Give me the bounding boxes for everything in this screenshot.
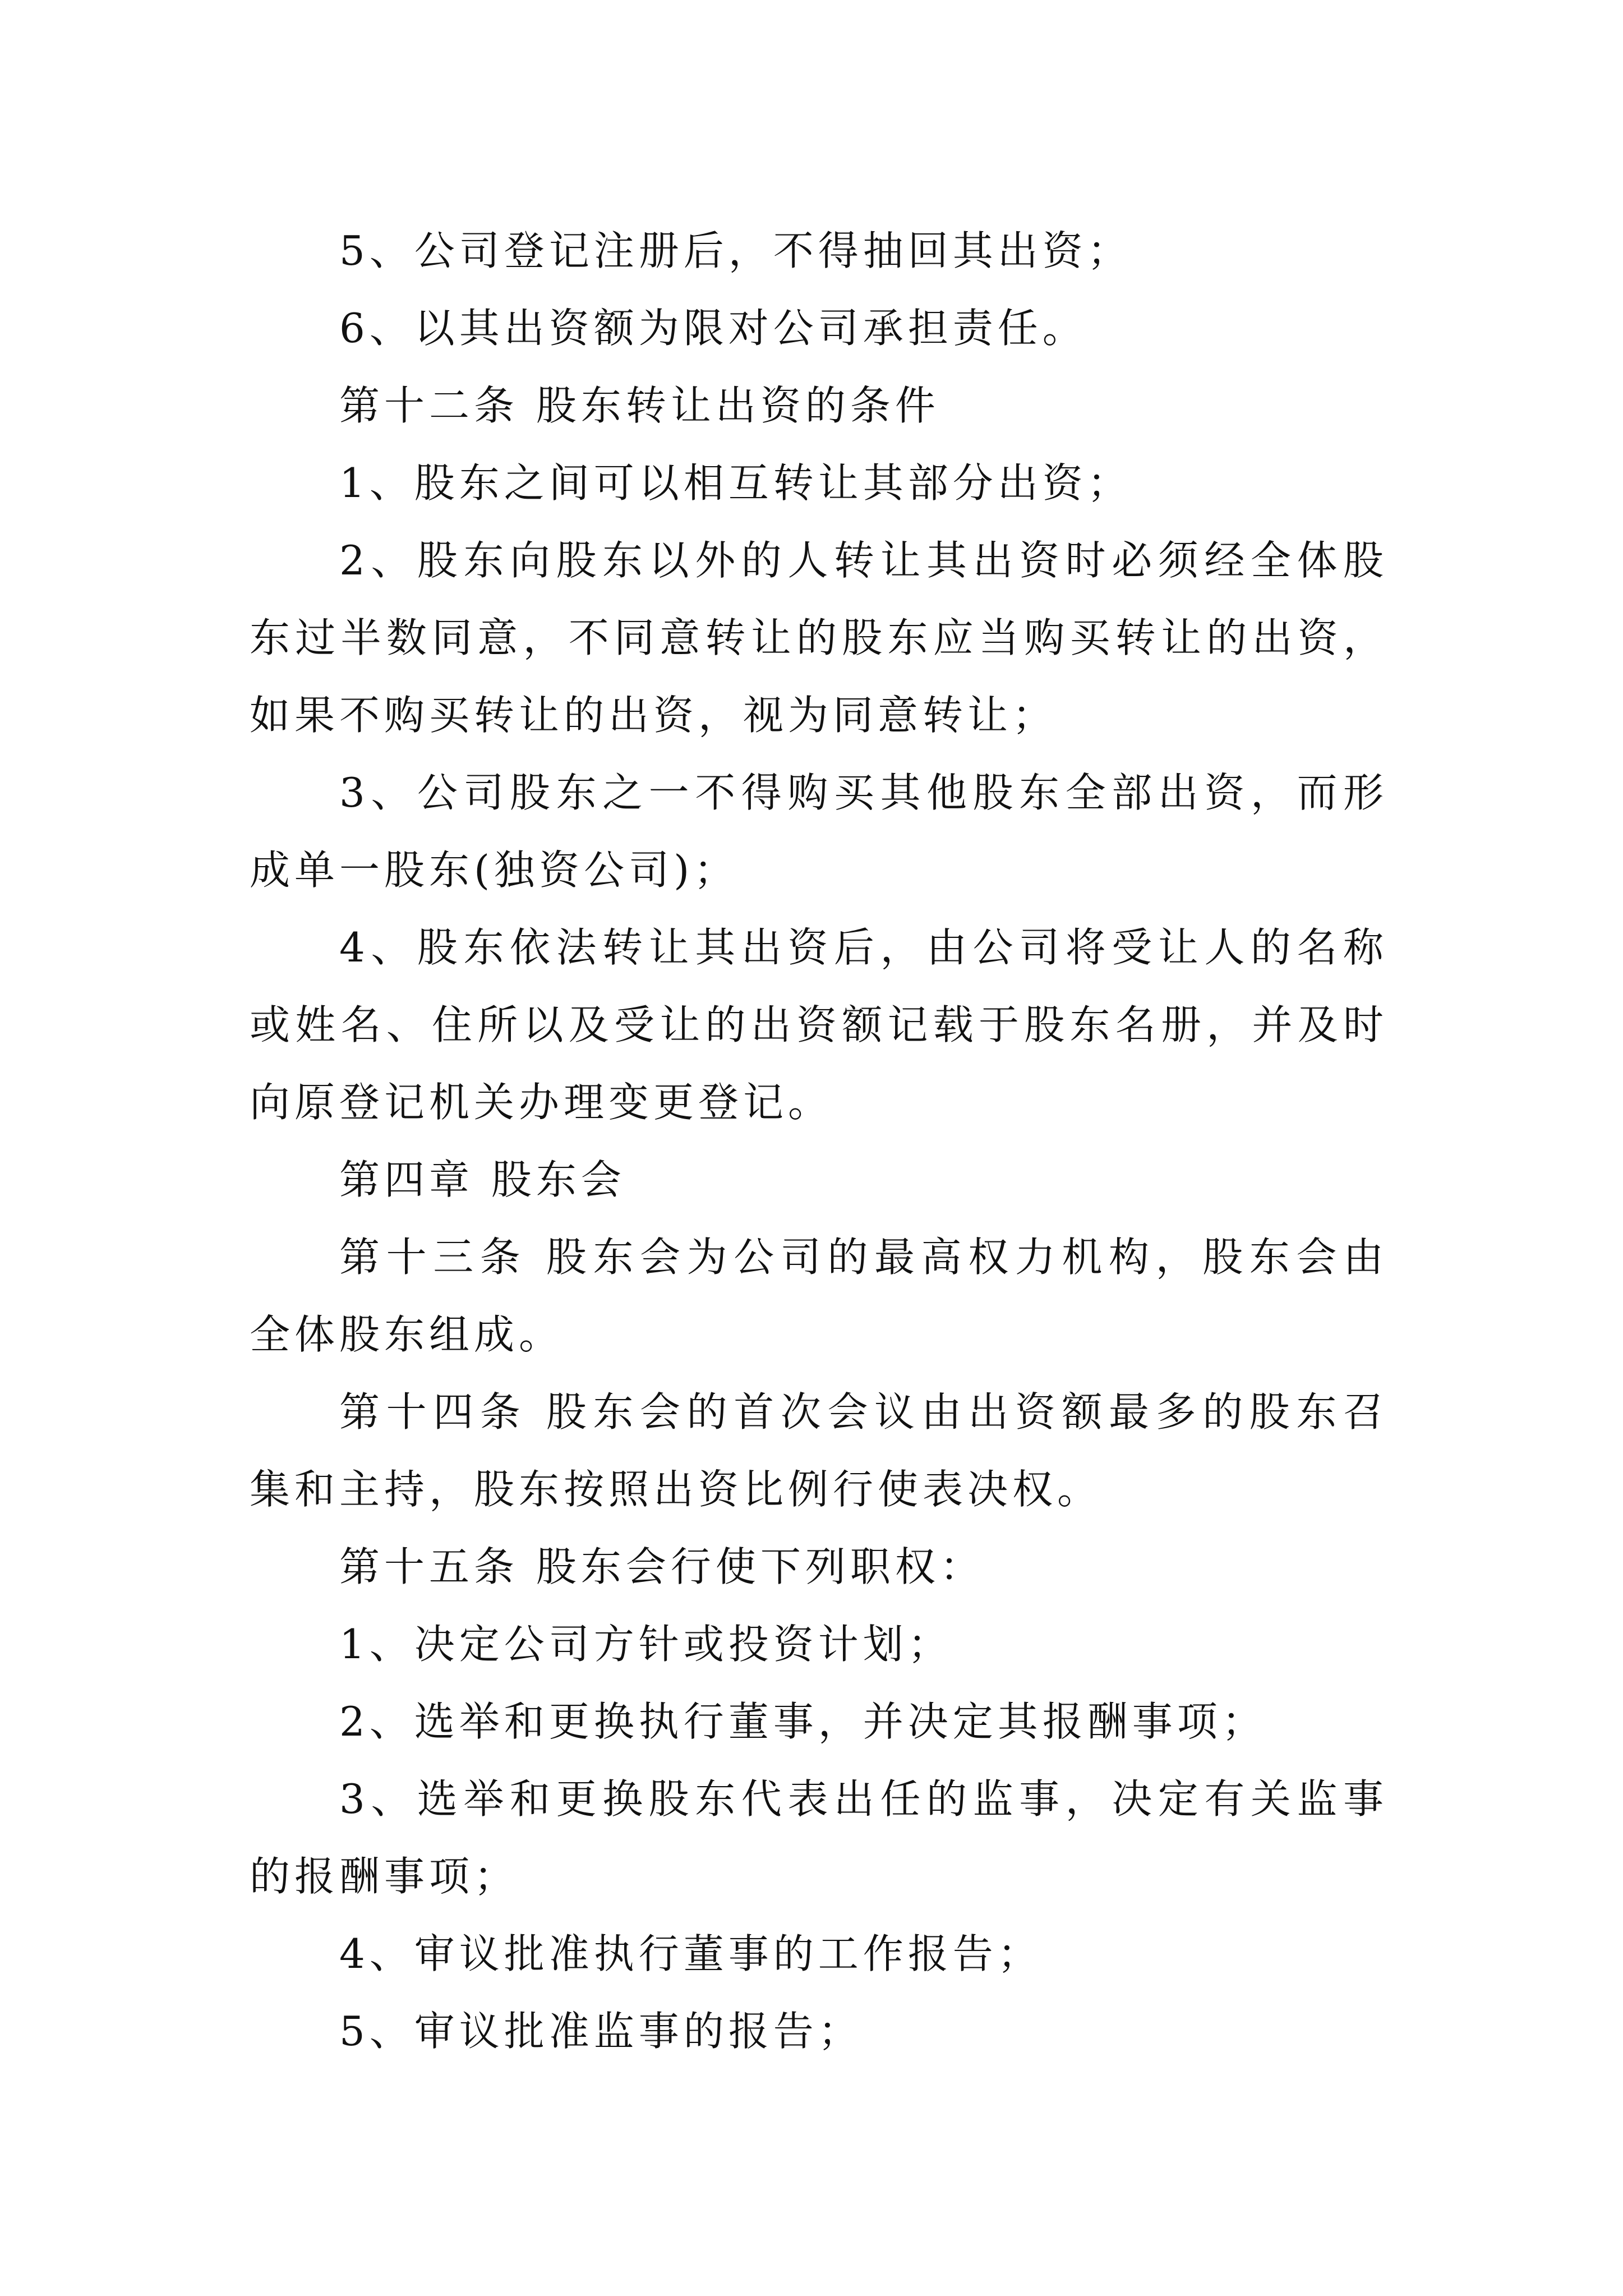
document-body — [250, 212, 1388, 2070]
clause-paragraph: 2、股东向股东以外的人转让其出资时必须经全体股东过半数同意，不同意转让的股东应当购买转让的出资， 如果不购买转让的出资，视为同意转让； — [250, 537, 1388, 739]
clause-paragraph: 1、决定公司方针或投资计划； — [339, 1621, 953, 1668]
clause-paragraph: 2、选举和更换执行董事，并决定其报酬事项； — [339, 1698, 1267, 1745]
chapter-heading: 第四章 股东会 — [339, 1156, 626, 1203]
article-heading: 第十二条 股东转让出资的条件 — [339, 382, 940, 429]
clause-paragraph: 4、审议批准执行董事的工作报告； — [339, 1930, 1043, 1977]
clause-paragraph: 3、公司股东之一不得购买其他股东全部出资，而形成单一股东(独资公司)； — [250, 769, 1388, 894]
clause-paragraph: 4、股东依法转让其出资后，由公司将受让人的名称或姓名、住所以及受让的出资额记载于股东名册，并及时向原登记机关办理变更登记。 — [250, 924, 1388, 1126]
article-paragraph: 第十四条 股东会的首次会议由出资额最多的股东召集和主持，股东按照出资比例行使表决权。 — [250, 1388, 1388, 1513]
clause-paragraph: 1、股东之间可以相互转让其部分出资； — [339, 459, 1132, 507]
article-paragraph: 第十三条 股东会为公司的最高权力机构，股东会由全体股东组成。 — [250, 1234, 1388, 1358]
clause-paragraph: 5、审议批准监事的报告； — [339, 2008, 863, 2055]
clause-paragraph: 3、选举和更换股东代表出任的监事，决定有关监事的报酬事项； — [250, 1775, 1388, 1900]
clause-paragraph: 5、公司登记注册后，不得抽回其出资； — [339, 227, 1132, 274]
article-heading: 第十五条 股东会行使下列职权： — [339, 1543, 985, 1590]
clause-paragraph: 6、以其出资额为限对公司承担责任。 — [339, 305, 1087, 352]
